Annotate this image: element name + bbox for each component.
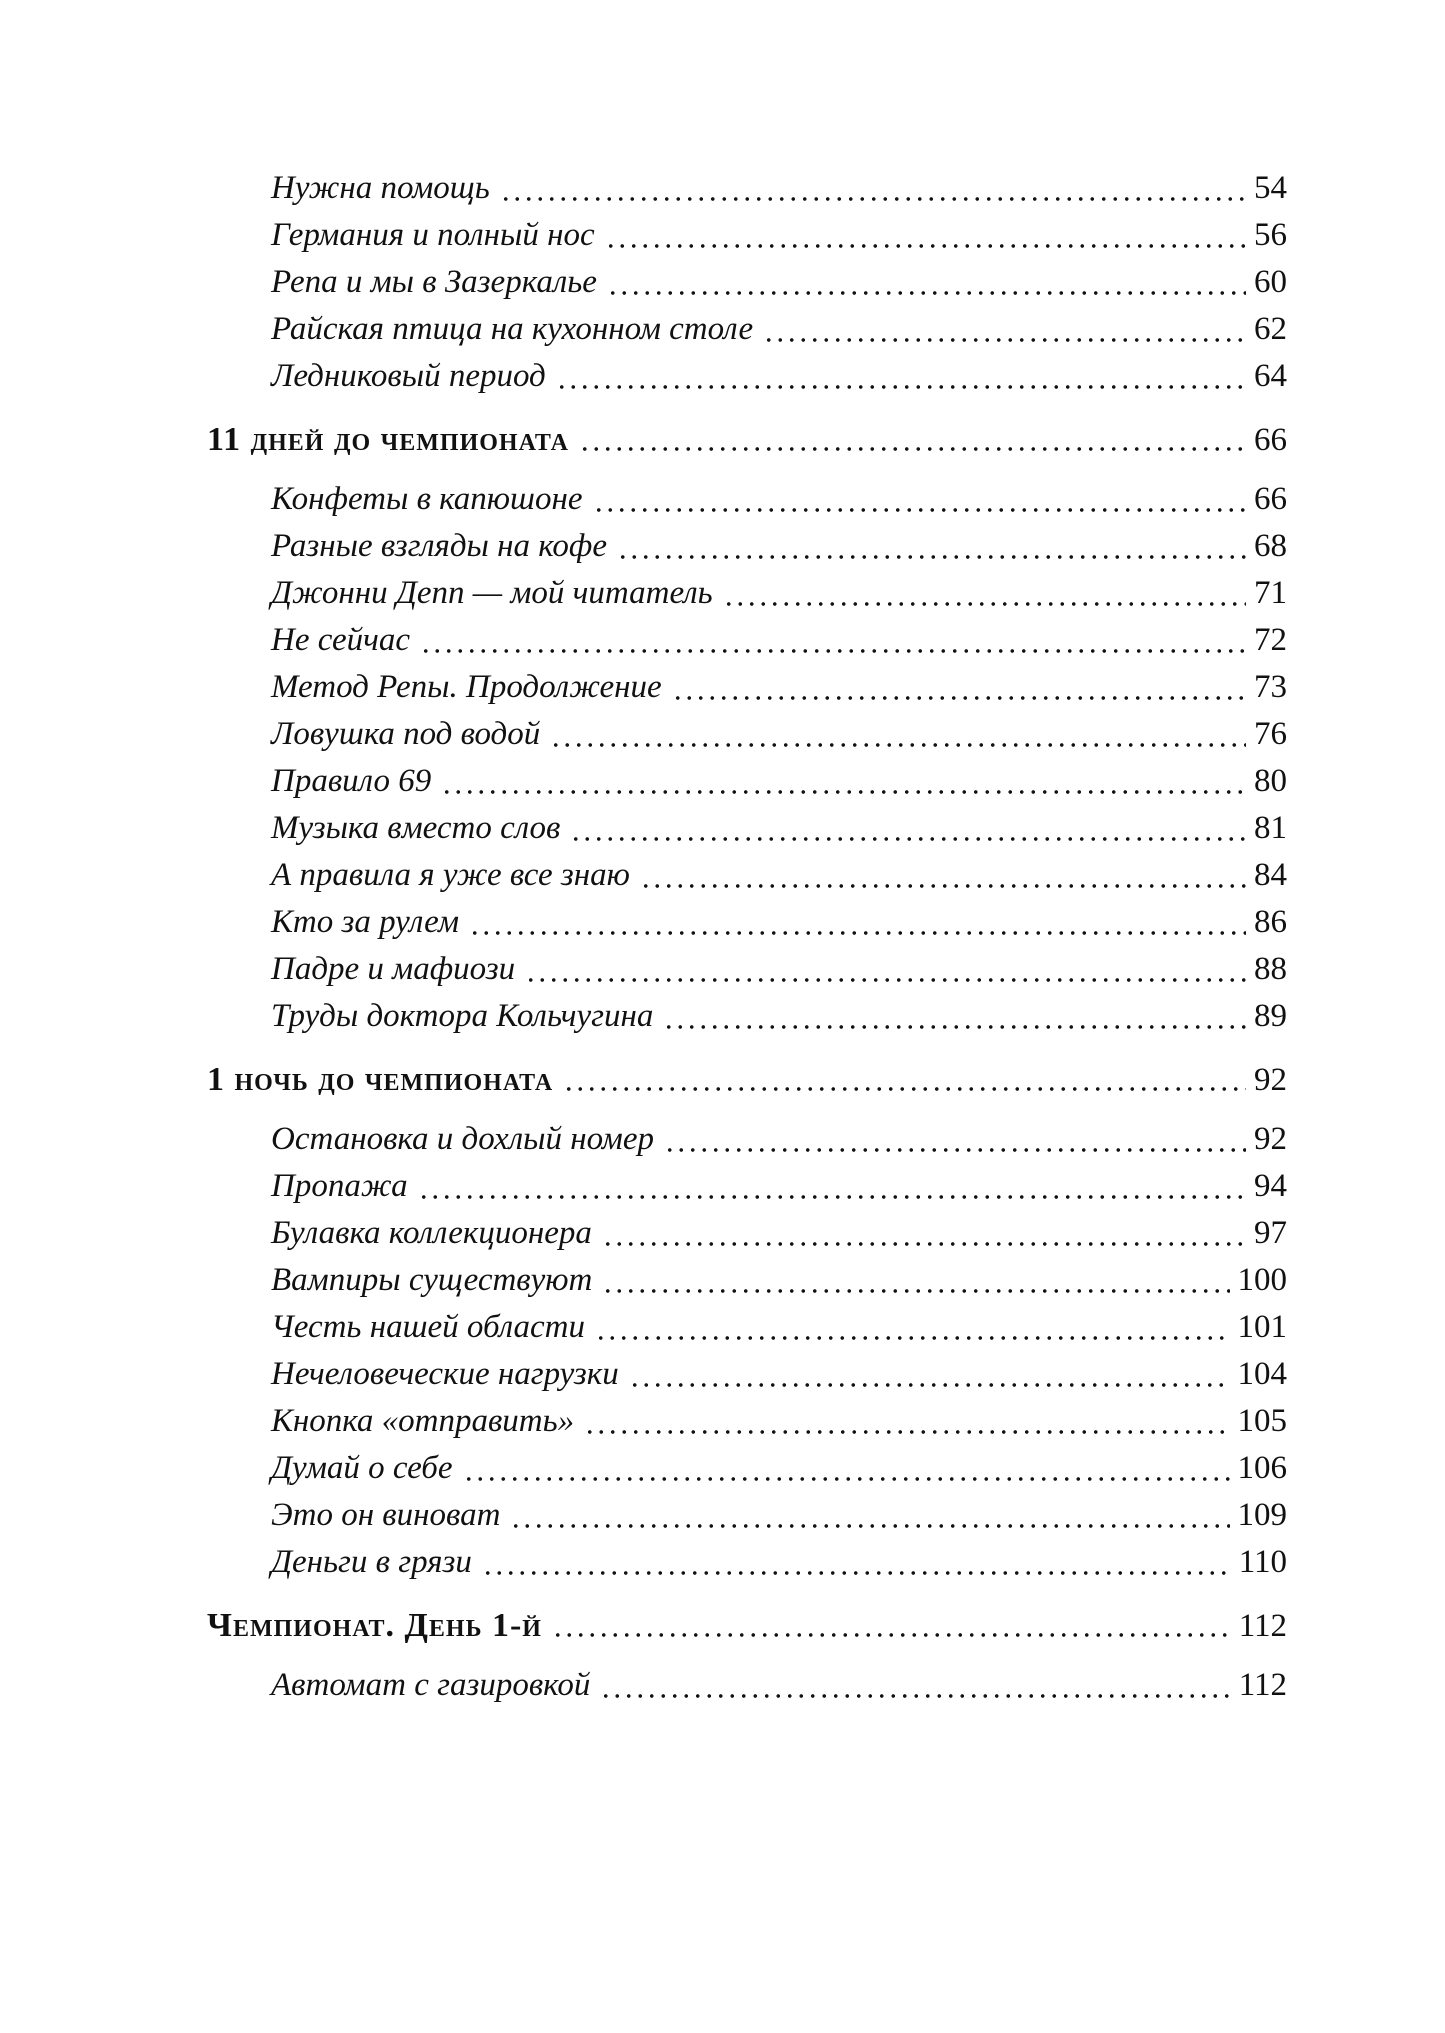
toc-entry[interactable] [207,899,1287,946]
toc-entry-page: 56 [1254,217,1287,253]
toc-section [207,406,1287,1040]
toc-entry-page: 54 [1254,170,1287,206]
dot-leader [607,265,1246,296]
toc-entry[interactable] [207,852,1287,899]
toc-entry[interactable] [207,212,1287,259]
dot-leader [510,1498,1229,1529]
toc-entry-page: 101 [1237,1309,1287,1345]
toc-entry[interactable] [207,664,1287,711]
toc-entry[interactable] [207,1257,1287,1304]
dot-leader [441,764,1246,795]
toc-entry-page: 60 [1254,264,1287,300]
toc-entry-page: 66 [1254,481,1287,517]
toc-entry-page: 105 [1237,1403,1287,1439]
toc-entry-page: 110 [1238,1544,1287,1580]
toc-entry[interactable] [207,259,1287,306]
toc-section-title: 11 дней до чемпионата [207,421,569,458]
toc-section-page: 112 [1238,1608,1287,1644]
toc-entry[interactable] [207,1210,1287,1257]
toc-entry-title: Честь нашей области [271,1309,585,1345]
toc-entry-page: 62 [1254,311,1287,347]
toc-entry-page: 88 [1254,951,1287,987]
toc-entry-title: Репа и мы в Зазеркалье [271,264,597,300]
toc-entry-title: Музыка вместо слов [271,810,561,846]
dot-leader [570,811,1246,842]
dot-leader [664,1122,1246,1153]
dot-leader [469,905,1246,936]
toc-entry[interactable] [207,1492,1287,1539]
toc-section-page: 66 [1254,422,1287,458]
toc-section-heading[interactable] [207,1046,1287,1114]
toc-entry-title: Не сейчас [271,622,410,658]
dot-leader [584,1404,1229,1435]
toc-entry-title: Конфеты в капюшоне [271,481,583,517]
toc-section-heading[interactable] [207,1592,1287,1660]
dot-leader [663,999,1246,1030]
toc-entry[interactable] [207,1304,1287,1351]
toc-entry[interactable] [207,1445,1287,1492]
dot-leader [525,952,1246,983]
toc-entry-page: 112 [1238,1667,1287,1703]
toc-entry-page: 76 [1254,716,1287,752]
toc-entry[interactable] [207,946,1287,993]
toc-entry-title: Думай о себе [271,1450,453,1486]
toc-entry-title: Кто за рулем [271,904,460,940]
toc-entry-title: Булавка коллекционера [271,1215,592,1251]
toc-entry-page: 72 [1254,622,1287,658]
toc-entry-page: 84 [1254,857,1287,893]
toc-entry-title: Разные взгляды на кофе [271,528,607,564]
toc-entry[interactable] [207,711,1287,758]
dot-leader [629,1357,1230,1388]
toc-entry[interactable] [207,993,1287,1040]
dot-leader [672,670,1246,701]
toc-entry[interactable] [207,353,1287,400]
dot-leader [602,1216,1246,1247]
toc-entry-page: 86 [1254,904,1287,940]
toc-entry-page: 81 [1254,810,1287,846]
toc-entry-title: Деньги в грязи [271,1544,472,1580]
toc-entry-page: 100 [1237,1262,1287,1298]
toc-entry-title: Труды доктора Кольчугина [271,998,654,1034]
dot-leader [563,1076,1246,1092]
toc-entry[interactable] [207,617,1287,664]
toc-entry-title: Кнопка «отправить» [271,1403,575,1439]
dot-leader [605,218,1246,249]
dot-leader [763,312,1246,343]
toc-entry-title: Нечеловеческие нагрузки [271,1356,619,1392]
table-of-contents [207,165,1287,1709]
toc-section [207,1046,1287,1586]
toc-section-title: 1 ночь до чемпионата [207,1061,554,1098]
toc-entry-title: Остановка и дохлый номер [271,1121,655,1157]
toc-entry-title: Правило 69 [271,763,432,799]
toc-entry[interactable] [207,1398,1287,1445]
toc-entry[interactable] [207,1351,1287,1398]
toc-entry[interactable] [207,1662,1287,1709]
dot-leader [482,1545,1231,1576]
toc-entry-page: 94 [1254,1168,1287,1204]
toc-entry[interactable] [207,805,1287,852]
dot-leader [418,1169,1246,1200]
dot-leader [617,529,1246,560]
toc-entry-title: Ледниковый период [271,358,546,394]
toc-entry-title: Метод Репы. Продолжение [271,669,662,705]
toc-entry[interactable] [207,1163,1287,1210]
dot-leader [500,171,1246,202]
toc-entry-page: 71 [1254,575,1287,611]
dot-leader [602,1263,1229,1294]
toc-entry[interactable] [207,570,1287,617]
dot-leader [420,623,1246,654]
toc-entry-page: 64 [1254,358,1287,394]
toc-entry-page: 89 [1254,998,1287,1034]
toc-entry-page: 97 [1254,1215,1287,1251]
dot-leader [595,1310,1230,1341]
toc-entry-page: 68 [1254,528,1287,564]
dot-leader [593,482,1247,513]
toc-entry-title: Нужна помощь [271,170,490,206]
toc-entry[interactable] [207,165,1287,212]
dot-leader [550,717,1246,748]
dot-leader [552,1622,1231,1638]
toc-entry-title: Ловушка под водой [271,716,541,752]
toc-entry-title: Автомат с газировкой [271,1667,591,1703]
dot-leader [600,1668,1230,1699]
toc-group-continuation [207,165,1287,400]
toc-entry[interactable] [207,306,1287,353]
toc-entry-title: Это он виноват [271,1497,501,1533]
toc-entry-page: 104 [1237,1356,1287,1392]
toc-section-title: Чемпионат. День 1-й [207,1607,542,1644]
toc-entry-title: Падре и мафиози [271,951,516,987]
toc-entry[interactable] [207,476,1287,523]
toc-entry-page: 92 [1254,1121,1287,1157]
dot-leader [640,858,1246,889]
toc-entry-page: 106 [1237,1450,1287,1486]
toc-entry-title: Райская птица на кухонном столе [271,311,754,347]
dot-leader [556,359,1246,390]
toc-section [207,1592,1287,1709]
toc-entry[interactable] [207,758,1287,805]
toc-entry-title: Германия и полный нос [271,217,595,253]
dot-leader [723,576,1246,607]
toc-entry-title: Вампиры существуют [271,1262,593,1298]
toc-entry[interactable] [207,1539,1287,1586]
toc-section-page: 92 [1254,1062,1287,1098]
toc-section-heading[interactable] [207,406,1287,474]
toc-entry-title: Пропажа [271,1168,408,1204]
dot-leader [463,1451,1230,1482]
toc-entry[interactable] [207,1116,1287,1163]
toc-entry-page: 109 [1237,1497,1287,1533]
toc-entry-page: 73 [1254,669,1287,705]
toc-entry-title: А правила я уже все знаю [271,857,630,893]
dot-leader [579,436,1246,452]
toc-entry[interactable] [207,523,1287,570]
toc-entry-page: 80 [1254,763,1287,799]
toc-entry-title: Джонни Депп — мой читатель [271,575,713,611]
